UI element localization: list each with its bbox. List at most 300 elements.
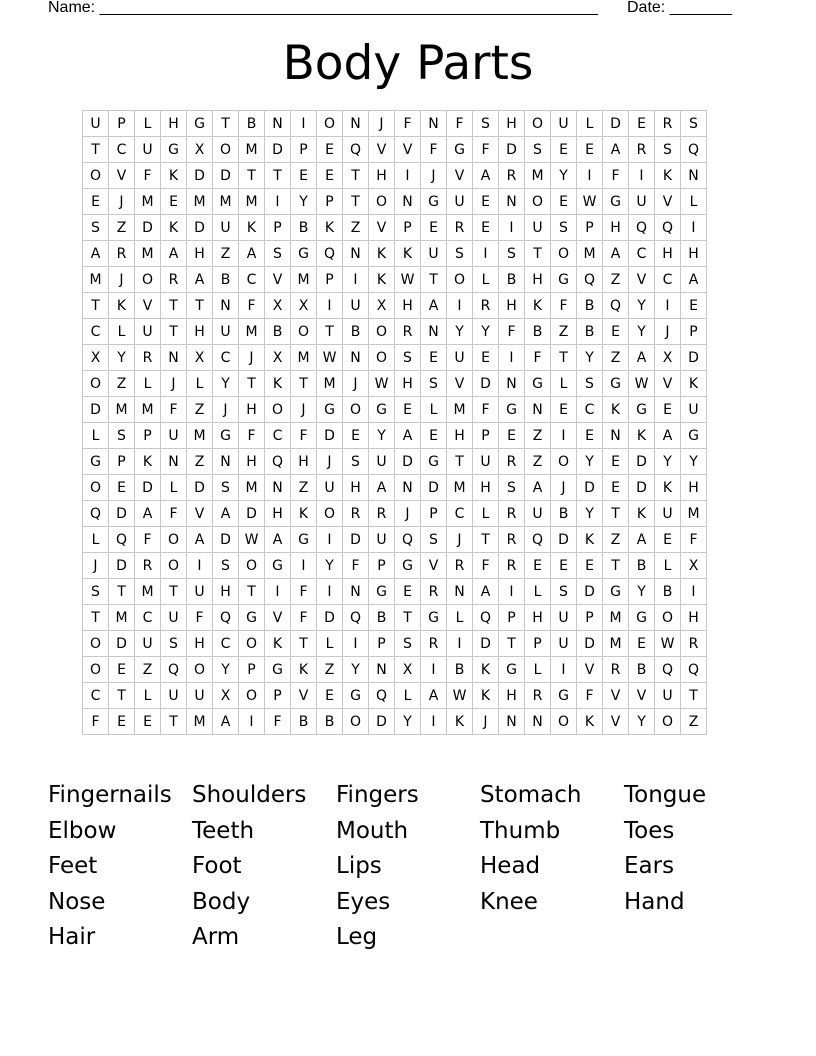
grid-letter: D [265,137,291,163]
grid-letter: Y [577,501,603,527]
grid-letter: H [291,449,317,475]
grid-letter: F [421,137,447,163]
grid-letter: U [83,111,109,137]
grid-letter: P [109,111,135,137]
grid-letter: F [551,293,577,319]
grid-letter: H [603,215,629,241]
word-bank-item: Lips [336,853,382,879]
grid-letter: W [317,345,343,371]
grid-letter: T [473,527,499,553]
grid-letter: K [317,215,343,241]
grid-letter: E [317,683,343,709]
word-bank-item: Leg [336,924,378,950]
grid-letter: N [369,657,395,683]
grid-letter: E [577,423,603,449]
grid-letter: U [317,475,343,501]
grid-letter: T [343,163,369,189]
grid-letter: D [421,475,447,501]
grid-letter: K [629,423,655,449]
grid-letter: H [525,605,551,631]
grid-letter: P [317,189,343,215]
grid-letter: O [83,657,109,683]
grid-letter: G [265,657,291,683]
grid-row [83,137,707,163]
grid-letter: I [317,527,343,553]
grid-letter: D [395,449,421,475]
grid-letter: J [421,163,447,189]
grid-letter: M [239,137,265,163]
grid-letter: U [629,189,655,215]
grid-letter: T [447,449,473,475]
grid-letter: S [447,241,473,267]
grid-letter: U [343,293,369,319]
grid-letter: V [265,605,291,631]
grid-letter: P [291,137,317,163]
grid-letter: P [525,631,551,657]
grid-letter: I [421,709,447,735]
grid-letter: M [109,397,135,423]
grid-letter: X [369,293,395,319]
grid-letter: R [369,501,395,527]
grid-letter: F [239,423,265,449]
grid-letter: N [265,475,291,501]
grid-letter: W [655,631,681,657]
grid-letter: J [109,267,135,293]
grid-letter: W [577,189,603,215]
grid-letter: P [109,449,135,475]
grid-letter: I [395,163,421,189]
grid-letter: L [473,267,499,293]
grid-letter: D [473,631,499,657]
grid-letter: V [655,189,681,215]
grid-letter: B [551,501,577,527]
grid-letter: S [343,449,369,475]
grid-letter: E [525,553,551,579]
grid-letter: A [421,683,447,709]
word-bank-item: Body [192,888,251,915]
grid-letter: Y [629,319,655,345]
grid-letter: U [213,319,239,345]
grid-letter: O [551,241,577,267]
grid-row [83,267,707,293]
grid-letter: N [343,111,369,137]
grid-letter: R [499,163,525,189]
grid-letter: R [499,501,525,527]
grid-letter: Z [109,215,135,241]
grid-letter: U [525,501,551,527]
grid-letter: Z [213,241,239,267]
grid-letter: M [239,319,265,345]
grid-letter: L [655,553,681,579]
header-line [48,0,748,20]
grid-letter: F [499,319,525,345]
grid-letter: I [447,293,473,319]
grid-letter: O [525,189,551,215]
grid-letter: I [265,189,291,215]
grid-letter: Z [343,215,369,241]
grid-letter: E [109,709,135,735]
grid-letter: M [109,605,135,631]
grid-letter: J [109,189,135,215]
grid-letter: F [135,527,161,553]
grid-letter: H [369,163,395,189]
grid-letter: D [135,475,161,501]
grid-letter: D [369,709,395,735]
grid-letter: Y [447,319,473,345]
grid-letter: J [395,501,421,527]
grid-letter: M [603,605,629,631]
grid-letter: G [551,683,577,709]
grid-letter: O [369,189,395,215]
grid-letter: C [213,631,239,657]
grid-letter: I [655,293,681,319]
grid-letter: A [213,709,239,735]
word-bank-item: Thumb [480,817,561,844]
grid-letter: E [655,527,681,553]
grid-letter: Y [317,553,343,579]
grid-letter: G [603,189,629,215]
grid-letter: K [291,657,317,683]
grid-letter: K [291,501,317,527]
grid-letter: H [499,111,525,137]
grid-letter: V [109,163,135,189]
grid-letter: L [83,423,109,449]
grid-letter: T [421,267,447,293]
grid-letter: M [577,241,603,267]
grid-letter: H [395,293,421,319]
word-bank-item: Feet [48,853,98,879]
grid-letter: M [187,709,213,735]
grid-letter: D [187,475,213,501]
grid-letter: C [447,501,473,527]
grid-letter: V [369,215,395,241]
grid-letter: I [239,709,265,735]
grid-letter: D [603,111,629,137]
grid-letter: N [681,163,707,189]
grid-letter: U [161,605,187,631]
grid-letter: O [265,397,291,423]
grid-letter: K [603,397,629,423]
grid-letter: D [109,501,135,527]
grid-letter: L [421,397,447,423]
grid-letter: E [291,163,317,189]
grid-letter: O [369,345,395,371]
grid-letter: F [291,605,317,631]
grid-letter: E [421,215,447,241]
grid-row [83,553,707,579]
grid-letter: Y [473,319,499,345]
grid-letter: Y [395,709,421,735]
word-bank-item: Knee [480,888,538,915]
grid-letter: F [603,163,629,189]
grid-letter: T [681,683,707,709]
grid-letter: X [83,345,109,371]
grid-letter: A [473,163,499,189]
grid-letter: V [447,371,473,397]
grid-letter: R [447,215,473,241]
grid-letter: Q [83,501,109,527]
grid-letter: I [499,345,525,371]
grid-letter: K [395,241,421,267]
grid-row [83,371,707,397]
grid-letter: M [317,371,343,397]
grid-letter: Z [525,423,551,449]
grid-letter: N [499,709,525,735]
grid-row [83,475,707,501]
grid-letter: T [239,163,265,189]
grid-letter: U [421,241,447,267]
grid-letter: T [291,631,317,657]
page-title: Body Parts [282,36,534,91]
grid-letter: Q [473,605,499,631]
grid-letter: A [135,501,161,527]
grid-letter: O [83,371,109,397]
grid-letter: K [447,709,473,735]
grid-letter: P [395,215,421,241]
grid-letter: N [213,293,239,319]
grid-letter: I [343,267,369,293]
grid-row [83,241,707,267]
grid-letter: T [265,163,291,189]
grid-letter: S [213,553,239,579]
grid-letter: A [161,241,187,267]
grid-letter: H [187,631,213,657]
grid-letter: H [655,241,681,267]
grid-letter: U [369,449,395,475]
grid-letter: K [369,267,395,293]
word-bank-item: Hand [624,888,685,915]
grid-letter: J [551,475,577,501]
grid-letter: T [395,605,421,631]
grid-letter: F [577,683,603,709]
word-bank-item: Fingers [336,782,419,808]
grid-letter: Z [603,345,629,371]
grid-letter: M [187,189,213,215]
grid-letter: T [603,501,629,527]
grid-letter: E [629,631,655,657]
grid-letter: P [499,605,525,631]
grid-letter: G [187,111,213,137]
grid-letter: Q [265,449,291,475]
grid-letter: V [629,683,655,709]
grid-letter: T [551,345,577,371]
grid-letter: T [83,293,109,319]
grid-letter: S [551,579,577,605]
grid-letter: K [109,293,135,319]
grid-letter: V [655,371,681,397]
grid-letter: H [161,111,187,137]
grid-letter: Y [369,423,395,449]
grid-letter: Z [551,319,577,345]
grid-letter: H [681,475,707,501]
grid-letter: F [473,553,499,579]
grid-letter: A [187,527,213,553]
grid-letter: M [239,189,265,215]
grid-letter: Q [343,137,369,163]
grid-letter: U [473,449,499,475]
grid-letter: K [655,475,681,501]
grid-letter: A [525,475,551,501]
grid-letter: D [629,475,655,501]
grid-letter: P [681,319,707,345]
grid-letter: J [473,709,499,735]
grid-letter: R [421,631,447,657]
grid-letter: O [551,449,577,475]
grid-letter: X [265,293,291,319]
grid-letter: O [317,111,343,137]
word-bank-item: Head [480,853,541,879]
grid-letter: S [395,345,421,371]
grid-letter: B [239,111,265,137]
grid-letter: O [239,553,265,579]
word-bank-item: Eyes [336,888,391,915]
grid-letter: H [499,683,525,709]
grid-letter: A [83,241,109,267]
grid-letter: R [473,293,499,319]
grid-letter: D [109,631,135,657]
grid-letter: T [317,319,343,345]
grid-letter: B [629,553,655,579]
grid-letter: Y [629,579,655,605]
grid-letter: I [291,553,317,579]
grid-letter: U [551,631,577,657]
grid-letter: B [447,657,473,683]
grid-letter: G [161,137,187,163]
grid-letter: E [577,137,603,163]
grid-letter: E [395,397,421,423]
grid-letter: D [681,345,707,371]
grid-letter: H [239,397,265,423]
grid-letter: A [187,267,213,293]
grid-letter: L [161,475,187,501]
grid-letter: V [629,267,655,293]
grid-letter: R [161,267,187,293]
grid-letter: A [213,501,239,527]
grid-letter: H [447,423,473,449]
grid-letter: Z [525,449,551,475]
grid-letter: B [317,709,343,735]
grid-letter: A [603,241,629,267]
grid-letter: O [369,319,395,345]
grid-letter: E [343,423,369,449]
grid-letter: T [499,631,525,657]
grid-letter: M [239,475,265,501]
grid-letter: N [161,449,187,475]
grid-letter: S [161,631,187,657]
grid-letter: K [577,527,603,553]
grid-letter: S [577,371,603,397]
grid-letter: M [135,241,161,267]
grid-letter: F [291,423,317,449]
grid-letter: Q [369,683,395,709]
grid-letter: H [681,241,707,267]
grid-letter: O [213,137,239,163]
grid-letter: Q [681,657,707,683]
grid-letter: X [681,553,707,579]
grid-letter: I [577,163,603,189]
grid-letter: S [265,241,291,267]
grid-letter: B [577,293,603,319]
grid-letter: O [317,501,343,527]
grid-letter: Y [629,293,655,319]
grid-letter: U [551,605,577,631]
grid-letter: J [83,553,109,579]
grid-letter: A [629,345,655,371]
grid-letter: J [447,527,473,553]
grid-letter: R [109,241,135,267]
word-bank-item: Elbow [48,817,117,844]
grid-letter: U [187,579,213,605]
grid-letter: O [83,631,109,657]
grid-letter: K [681,371,707,397]
grid-letter: Q [525,527,551,553]
name-field-label: Name: ________________________________________________________ [48,0,598,16]
grid-letter: U [655,683,681,709]
grid-letter: G [421,449,447,475]
grid-letter: Y [343,657,369,683]
grid-letter: G [421,605,447,631]
grid-letter: G [265,553,291,579]
grid-letter: G [421,189,447,215]
grid-letter: Q [109,527,135,553]
grid-letter: I [187,553,213,579]
grid-letter: H [343,475,369,501]
grid-letter: R [629,137,655,163]
grid-letter: K [629,501,655,527]
grid-letter: O [161,553,187,579]
grid-letter: M [213,189,239,215]
grid-letter: D [343,527,369,553]
grid-letter: U [369,527,395,553]
grid-letter: H [187,319,213,345]
grid-letter: V [447,163,473,189]
grid-letter: A [369,475,395,501]
grid-letter: I [681,579,707,605]
grid-letter: E [603,475,629,501]
grid-letter: Y [655,449,681,475]
grid-letter: N [447,579,473,605]
grid-letter: Z [291,475,317,501]
grid-letter: O [291,319,317,345]
grid-letter: Q [161,657,187,683]
grid-letter: J [239,345,265,371]
grid-letter: G [525,371,551,397]
grid-letter: D [577,579,603,605]
grid-letter: K [239,215,265,241]
grid-letter: Q [343,605,369,631]
grid-letter: T [213,111,239,137]
grid-letter: B [525,319,551,345]
word-bank-item: Arm [192,924,240,950]
grid-letter: R [135,345,161,371]
grid-letter: A [395,423,421,449]
grid-letter: N [603,423,629,449]
grid-letter: T [161,579,187,605]
grid-letter: L [551,371,577,397]
grid-letter: U [135,631,161,657]
grid-letter: M [447,475,473,501]
grid-letter: Q [603,293,629,319]
word-bank-item: Tongue [624,782,707,808]
grid-letter: V [187,501,213,527]
grid-letter: L [187,371,213,397]
grid-letter: H [265,501,291,527]
grid-letter: Q [577,267,603,293]
grid-row [83,423,707,449]
grid-letter: U [681,397,707,423]
grid-row [83,631,707,657]
grid-letter: E [109,475,135,501]
